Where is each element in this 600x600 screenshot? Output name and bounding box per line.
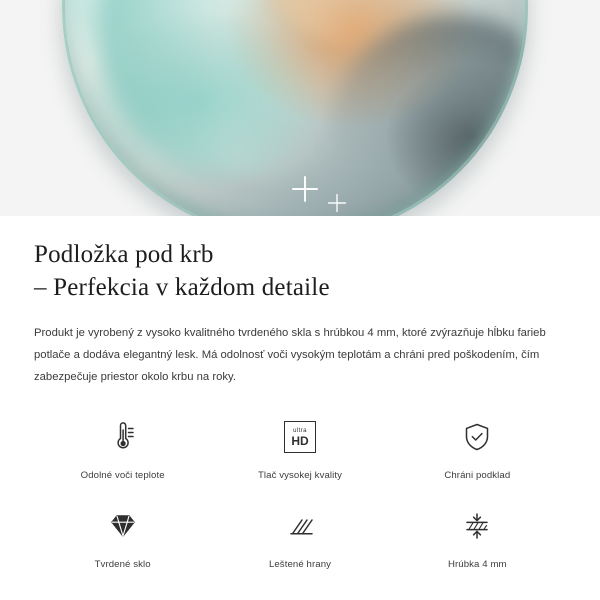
content-area	[0, 238, 600, 570]
feature-grid	[34, 414, 566, 570]
thermometer-icon	[100, 414, 146, 460]
feature-label: Hrúbka 4 mm	[447, 559, 507, 571]
feature-item-polished-edges	[211, 503, 388, 570]
diamond-icon	[100, 503, 146, 549]
page-title-line-2: – Perfekcia v každom detaile	[34, 274, 330, 301]
page-title-line-1: Podložka pod krb	[34, 241, 214, 268]
feature-label: Leštené hrany	[268, 559, 332, 571]
feature-label: Tvrdené sklo	[94, 559, 151, 571]
polished-edges-icon	[277, 503, 323, 549]
hero-image	[0, 0, 600, 216]
feature-item-tempered-glass	[34, 503, 211, 570]
shield-check-icon	[454, 414, 500, 460]
feature-item-print-quality	[211, 414, 388, 481]
ultra-hd-badge-bottom: HD	[291, 433, 309, 448]
thickness-icon	[454, 503, 500, 549]
page-title	[34, 238, 566, 304]
ultra-hd-icon	[277, 414, 323, 460]
ultra-hd-badge-top: ultra	[293, 427, 307, 434]
feature-item-thickness	[389, 503, 566, 570]
feature-label: Odolné voči teplote	[80, 470, 165, 482]
feature-item-heat-resistant	[34, 414, 211, 481]
feature-label: Tlač vysokej kvality	[257, 470, 343, 482]
feature-item-surface-protection	[389, 414, 566, 481]
description-text: Produkt je vyrobený z vysoko kvalitného tvrdeného skla s hrúbkou 4 mm, ktoré zvýrazňuje hĺbku farieb potlače a dodáva elegantný lesk. Má odolnosť voči vysokým teplotám a chráni pred poškodením, čím zabezpečuje priestor okolo krbu na roky.	[34, 327, 546, 384]
feature-label: Chráni podklad	[444, 470, 511, 482]
